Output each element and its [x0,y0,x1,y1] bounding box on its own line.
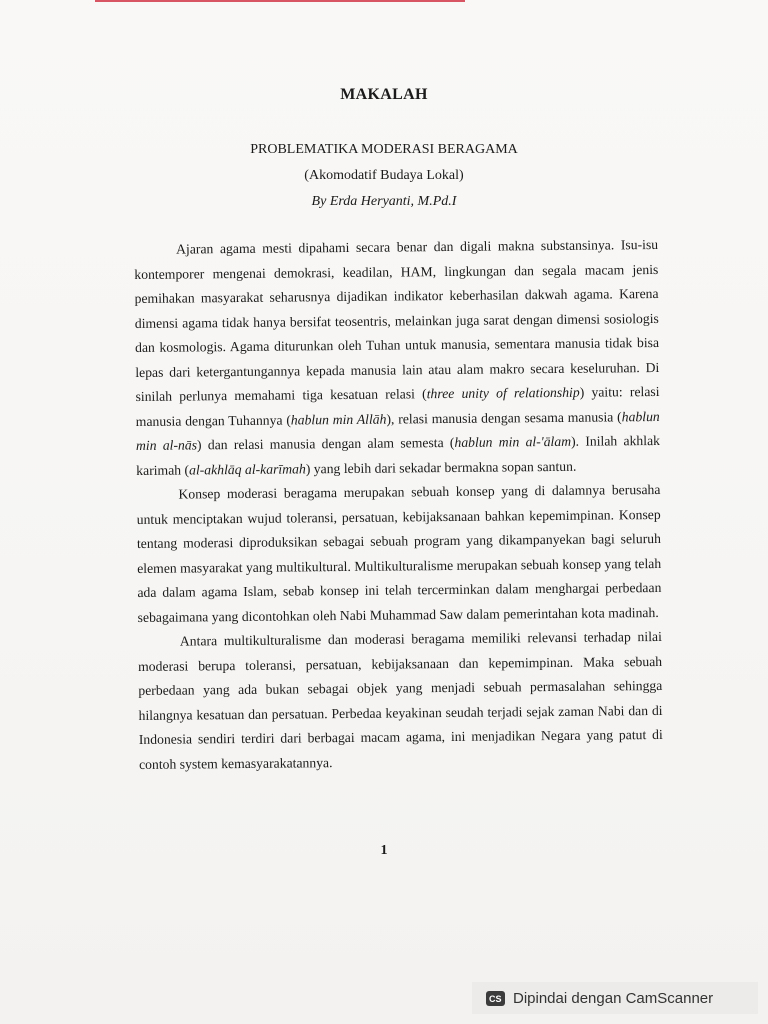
paragraph-text: ) yang lebih dari sekadar bermakna sopan santun. [305,458,577,476]
paragraph-text: ) dan relasi manusia dengan alam semesta ( [196,434,455,453]
page-top-edge [95,0,465,2]
paragraph-text: Ajaran agama mesti dipahami secara benar dan digali makna substansinya. Isu-isu kontemporer mengenai demokrasi, keadilan, HAM, lingkungan dan segala macam jenis pemihakan masyarakat seharusnya dijadikan indikator keberhasilan dakwah agama. Karena dimensi agama tidak hanya bersifat teosentris, melainkan juga sarat dengan dimensi sosiologis dan kosmologis. Agama diturunkan oleh Tuhan untuk manusia, sementara manusia tidak bisa lepas dari ketergantungannya kepada manusia lain atau alam makro secara keseluruhan. Di sinilah perlunya memahami tiga kesatuan relasi ( [134,236,660,404]
italic-term: al-akhlāq al-karīmah [188,460,306,477]
italic-term: hablun min al-nās [135,408,660,453]
paragraph-text: ), relasi manusia dengan sesama manusia ( [386,408,622,427]
body-paragraph [138,625,663,777]
camscanner-icon [486,991,505,1006]
italic-term: three unity of relationship [426,384,580,402]
italic-term: hablun min al-'ālam [454,433,572,450]
document-body [134,233,663,777]
document-subtitle-secondary: (Akomodatif Budaya Lokal) [304,168,464,183]
body-paragraph [136,478,661,630]
italic-term: hablun min Allāh [290,411,387,428]
paragraph-text: ). Inilah akhlak karimah ( [136,432,661,478]
svg-text:CS: CS [489,993,502,1004]
paragraph-text: ) yaitu: relasi manusia dengan Tuhannya ( [135,383,660,429]
body-paragraph [134,233,660,483]
camscanner-watermark [472,982,758,1014]
document-subtitle: PROBLEMATIKA MODERASI BERAGAMA [250,142,518,157]
watermark-text: Dipindai dengan CamScanner [513,989,714,1007]
document-author: By Erda Heryanti, M.Pd.I [311,194,457,209]
paragraph-text: Antara multikulturalisme dan moderasi beragama memiliki relevansi terhadap nilai moderasi berupa toleransi, persatuan, kebijaksanaan dan kepemimpinan. Maka sebuah perbedaan yang ada bukan sebagai objek yang menjadi sebuah permasalahan sehingga hilangnya kesatuan dan persatuan. Perbedaa keyakinan seudah terjadi sejak zaman Nabi dan di Indonesia sendiri terdiri dari berbagai macam agama, ini menjadikan Negara yang patut di contoh system kemasyarakatannya. [138,628,663,772]
page-number: 1 [380,843,388,858]
paragraph-text: Konsep moderasi beragama merupakan sebuah konsep yang di dalamnya berusaha untuk menciptakan wujud toleransi, persatuan, kebijaksanaan bahkan kepemimpinan. Konsep tentang moderasi diproduksikan sebagai sebuah program yang dikampanyekan bagi seluruh elemen masyarakat yang multikultural. Multikulturalisme merupakan sebuah konsep yang telah ada dalam agama Islam, sebab konsep ini telah tercerminkan dalam menghargai perbedaan sebagaimana yang dicontohkan oleh Nabi Muhammad Saw dalam pemerintahan kota madinah. [136,481,662,625]
document-title: MAKALAH [340,86,428,103]
